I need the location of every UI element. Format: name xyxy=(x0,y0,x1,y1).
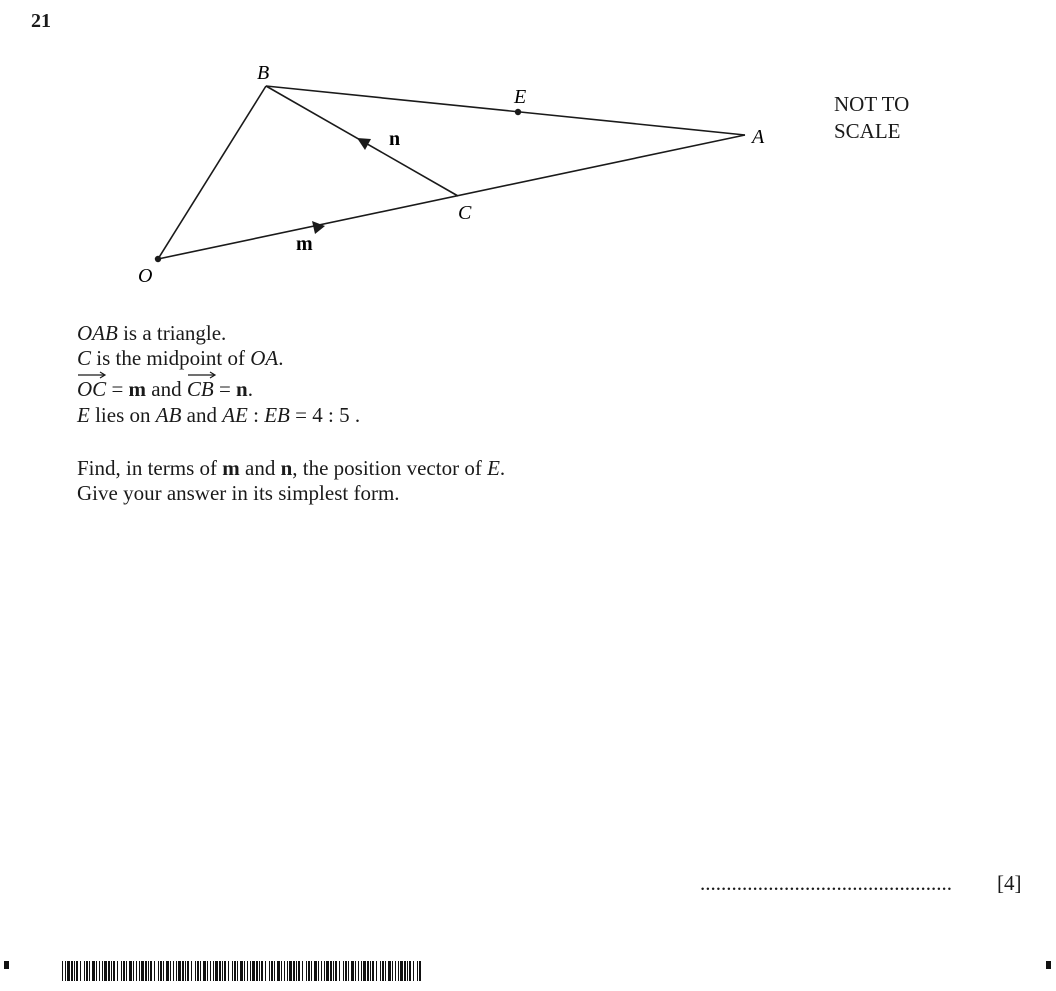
label-C: C xyxy=(458,202,472,224)
vector-arrow-icon xyxy=(187,371,217,379)
instruction-line1: Find, in terms of m and n, the position vector of E. xyxy=(77,456,506,480)
line-OB xyxy=(158,86,266,259)
label-vector-n: n xyxy=(389,128,401,150)
label-A: A xyxy=(752,126,765,148)
statement-line4: E lies on AB and AE : EB = 4 : 5 . xyxy=(77,403,361,427)
statement-line1: OAB is a triangle. xyxy=(77,321,227,345)
point-E-dot xyxy=(515,109,521,115)
not-to-scale-line2: SCALE xyxy=(834,119,901,143)
label-E: E xyxy=(514,86,527,108)
marks-label: [4] xyxy=(997,871,1022,895)
corner-mark-right xyxy=(1046,961,1051,969)
question-number: 21 xyxy=(31,10,51,32)
point-O-dot xyxy=(155,256,161,262)
label-O: O xyxy=(138,265,153,287)
statement-line3: OC = m and CB = n. xyxy=(77,377,253,402)
not-to-scale-line1: NOT TO xyxy=(834,92,910,116)
vector-OC: OC xyxy=(77,377,106,402)
instruction-line2: Give your answer in its simplest form. xyxy=(77,481,400,505)
statement-line2: C is the midpoint of OA. xyxy=(77,346,284,370)
triangle-diagram xyxy=(0,0,1056,300)
answer-line[interactable]: ................................................ xyxy=(700,871,952,895)
arrow-n-icon xyxy=(357,138,371,150)
barcode-icon xyxy=(62,961,424,981)
label-vector-m: m xyxy=(296,233,313,255)
corner-mark-left xyxy=(4,961,9,969)
label-B: B xyxy=(257,62,270,84)
vector-CB: CB xyxy=(187,377,214,402)
arrow-m-icon xyxy=(312,221,325,234)
line-OA xyxy=(158,135,745,259)
not-to-scale-note xyxy=(834,91,909,145)
vector-arrow-icon xyxy=(77,371,107,379)
